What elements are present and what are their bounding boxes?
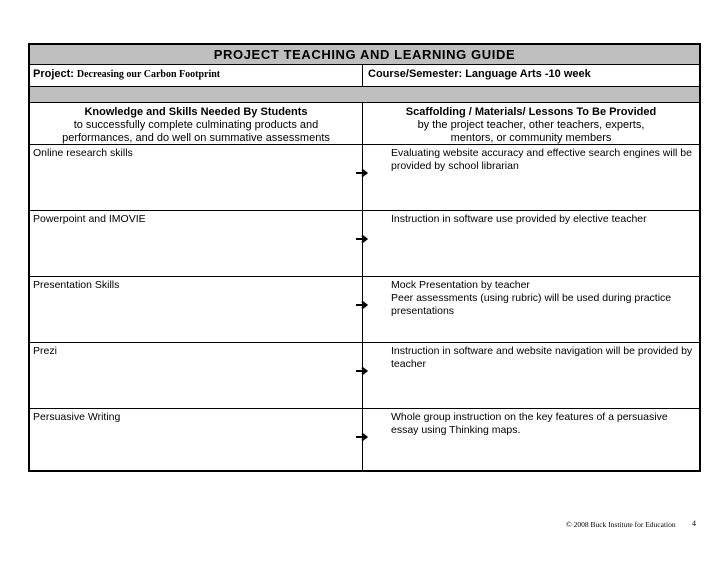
teaching-guide-table [28,43,701,472]
guide-title: PROJECT TEACHING AND LEARNING GUIDE [30,45,699,65]
scaffolding-header [363,103,699,144]
right-arrow-icon [355,365,369,377]
project-label: Project: [33,68,74,80]
scaffold-line: Instruction in software use provided by elective teacher [391,213,647,225]
knowledge-skills-subtitle-1: to successfully complete culminating products and [73,119,319,131]
skill-cell: Online research skills [30,145,363,210]
scaffolding-subtitle-2: mentors, or community members [450,132,612,144]
project-info-row [30,65,699,87]
skill-cell: Persuasive Writing [30,409,363,470]
skill-row [30,277,699,343]
copyright-footer: © 2008 Buck Institute for Education [566,520,676,529]
skill-row [30,409,699,470]
project-cell [30,65,363,86]
right-arrow-icon [355,431,369,443]
right-arrow-icon [355,233,369,245]
scaffold-line: Mock Presentation by teacher [391,279,530,291]
skill-row [30,145,699,211]
project-value: Decreasing our Carbon Footprint [76,69,221,80]
skill-row [30,343,699,409]
course-semester: Course/Semester: Language Arts -10 week [368,68,591,80]
skill-cell: Prezi [30,343,363,408]
knowledge-skills-subtitle-2: performances, and do well on summative assessments [62,132,330,144]
scaffold-cell [391,145,697,173]
scaffold-line: Evaluating website accuracy and effective search engines will be provided by school librarian [391,147,692,172]
scaffold-line: Peer assessments (using rubric) will be used during practice presentations [391,292,672,317]
scaffold-cell [391,277,697,318]
column-headers [30,103,699,145]
page-number: 4 [692,519,696,528]
skill-cell: Presentation Skills [30,277,363,342]
scaffold-line: Instruction in software and website navigation will be provided by teacher [391,345,693,370]
scaffolding-subtitle-1: by the project teacher, other teachers, experts, [417,119,645,131]
scaffold-line: Whole group instruction on the key features of a persuasive essay using Thinking maps. [391,411,668,436]
right-arrow-icon [355,299,369,311]
knowledge-skills-title: Knowledge and Skills Needed By Students [84,106,308,118]
shaded-spacer-row [30,87,699,103]
scaffolding-title: Scaffolding / Materials/ Lessons To Be Provided [405,106,657,118]
scaffold-cell [391,409,697,437]
scaffold-cell [391,211,697,226]
right-arrow-icon [355,167,369,179]
skill-row [30,211,699,277]
skill-cell: Powerpoint and IMOVIE [30,211,363,276]
scaffold-cell [391,343,697,371]
knowledge-skills-header [30,103,363,144]
